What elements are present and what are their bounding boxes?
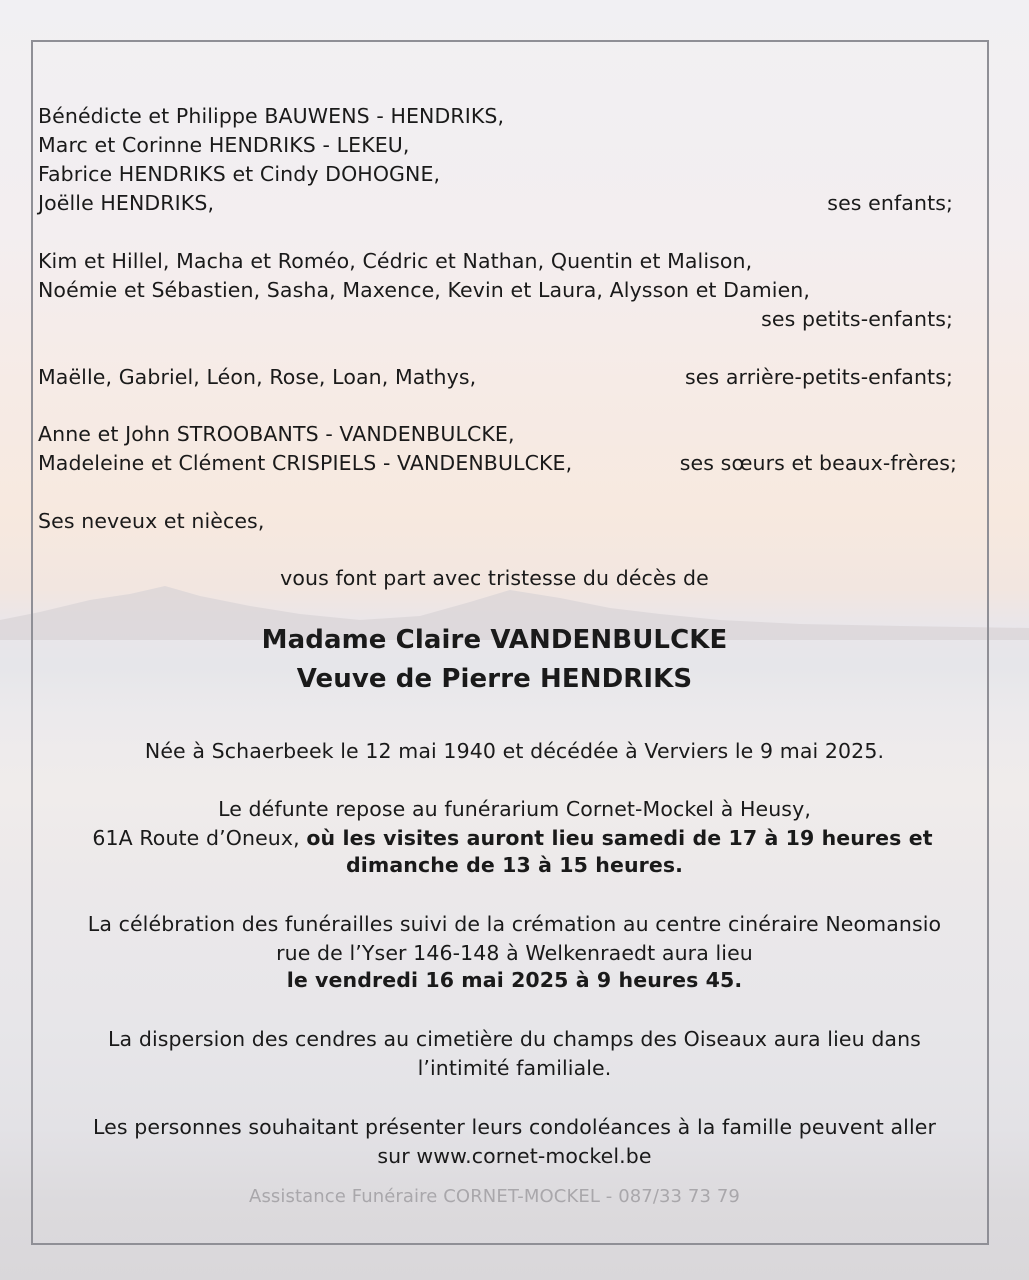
ashes-line-2: l’intimité familiale. <box>417 1056 612 1080</box>
siblings-label: ses sœurs et beaux-frères; <box>679 451 957 475</box>
visits-line-1: Le défunte repose au funérarium Cornet-Mockel à Heusy, <box>218 797 811 821</box>
condolences-line-1: Les personnes souhaitant présenter leurs condoléances à la famille peuvent aller <box>93 1115 936 1139</box>
deceased-name: Madame Claire VANDENBULCKE <box>261 625 728 655</box>
visits-line-3: dimanche de 13 à 15 heures. <box>345 853 684 877</box>
visits-line-2 <box>0 826 1027 850</box>
great-grandchildren-line: Maëlle, Gabriel, Léon, Rose, Loan, Mathys, <box>38 365 477 389</box>
ashes-line-1: La dispersion des cendres au cimetière du champs des Oiseaux aura lieu dans <box>108 1027 921 1051</box>
visits-address: 61A Route d’Oneux, <box>92 826 307 850</box>
birth-death-text: Née à Schaerbeek le 12 mai 1940 et décédée à Verviers le 9 mai 2025. <box>144 739 885 763</box>
great-grandchildren-label: ses arrière-petits-enfants; <box>684 365 953 389</box>
siblings-line-1: Anne et John STROOBANTS - VANDENBULCKE, <box>38 422 515 446</box>
child-line-2: Marc et Corinne HENDRIKS - LEKEU, <box>38 133 410 157</box>
children-label: ses enfants; <box>827 191 953 215</box>
deceased-subtitle: Veuve de Pierre HENDRIKS <box>296 664 693 694</box>
child-line-4: Joëlle HENDRIKS, <box>38 191 215 215</box>
child-line-1: Bénédicte et Philippe BAUWENS - HENDRIKS, <box>38 104 505 128</box>
ceremony-line-1: La célébration des funérailles suivi de la crémation au centre cinéraire Neomansio <box>87 912 942 936</box>
footer-contact: Assistance Funéraire CORNET-MOCKEL - 087/33 73 79 <box>249 1186 740 1207</box>
ceremony-line-3: le vendredi 16 mai 2025 à 9 heures 45. <box>286 968 743 992</box>
grandchildren-label: ses petits-enfants; <box>761 307 953 331</box>
child-line-3: Fabrice HENDRIKS et Cindy DOHOGNE, <box>38 162 441 186</box>
grandchildren-line-1: Kim et Hillel, Macha et Roméo, Cédric et Nathan, Quentin et Malison, <box>38 249 753 273</box>
announcement-text: vous font part avec tristesse du décès de <box>280 566 709 590</box>
grandchildren-line-2: Noémie et Sébastien, Sasha, Maxence, Kevin et Laura, Alysson et Damien, <box>38 278 811 302</box>
visits-schedule-1: où les visites auront lieu samedi de 17 à 19 heures et <box>306 826 933 850</box>
siblings-line-2: Madeleine et Clément CRISPIELS - VANDENBULCKE, <box>38 451 573 475</box>
condolences-line-2: sur www.cornet-mockel.be <box>377 1144 652 1168</box>
nephews-line: Ses neveux et nièces, <box>38 509 265 533</box>
ceremony-line-2: rue de l’Yser 146-148 à Welkenraedt aura lieu <box>276 941 753 965</box>
